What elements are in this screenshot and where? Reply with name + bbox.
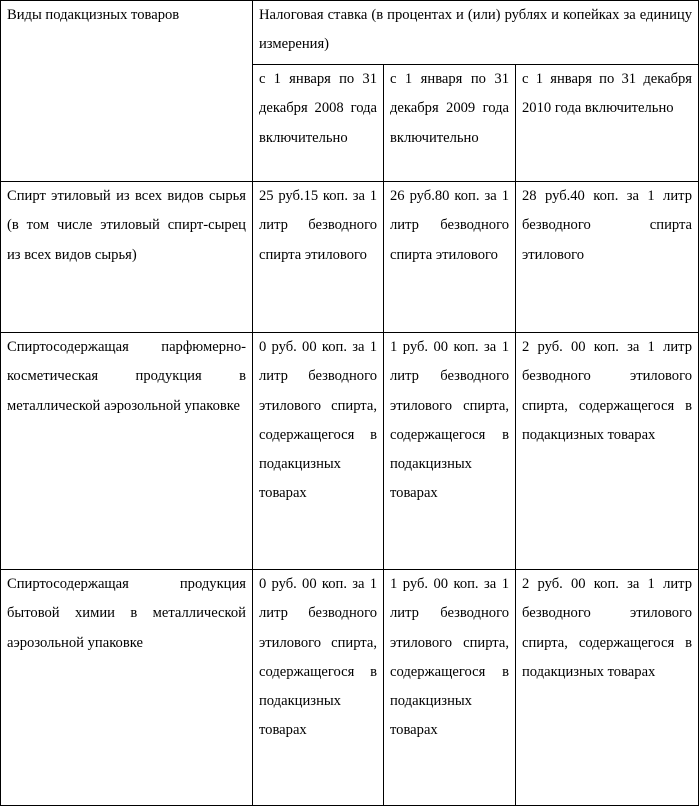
period-label: с 1 января по 31 декабря 2009 года включительно <box>390 71 509 146</box>
rate-value: 0 руб. 00 коп. за 1 литр безводного этилового спирта, содержащегося в подакцизных товарах <box>259 576 377 739</box>
header-row <box>1 1 699 65</box>
rate-header-cell <box>253 1 699 65</box>
rate-header-label: Налоговая ставка (в процентах и (или) рублях и копейках за единицу измерения) <box>259 7 693 53</box>
rate-cell <box>516 333 699 570</box>
product-label: Спиртосодержащая парфюмерно-косметическая продукция в металлической аэрозольной упаковке <box>7 339 246 414</box>
rate-value: 2 руб. 00 коп. за 1 литр безводного этилового спирта, содержащегося в подакцизных товарах <box>522 576 693 680</box>
rate-cell <box>253 182 384 333</box>
rate-cell <box>516 570 699 806</box>
rate-cell <box>253 333 384 570</box>
kinds-header-label: Виды подакцизных товаров <box>7 7 180 23</box>
period-header-2009 <box>384 65 516 182</box>
rate-value: 26 руб.80 коп. за 1 литр безводного спирта этилового <box>390 188 509 263</box>
rate-value: 1 руб. 00 коп. за 1 литр безводного этилового спирта, содержащегося в подакцизных товарах <box>390 576 509 739</box>
rate-value: 0 руб. 00 коп. за 1 литр безводного этилового спирта, содержащегося в подакцизных товарах <box>259 339 377 502</box>
rate-cell <box>384 333 516 570</box>
product-cell <box>1 333 253 570</box>
product-label: Спирт этиловый из всех видов сырья (в том числе этиловый спирт-сырец из всех видов сырья) <box>7 188 246 263</box>
period-label: с 1 января по 31 декабря 2010 года включительно <box>522 71 693 117</box>
rate-value: 1 руб. 00 коп. за 1 литр безводного этилового спирта, содержащегося в подакцизных товарах <box>390 339 509 502</box>
product-cell <box>1 570 253 806</box>
rate-cell <box>253 570 384 806</box>
table-row <box>1 333 699 570</box>
period-header-2010 <box>516 65 699 182</box>
rate-cell <box>516 182 699 333</box>
period-label: с 1 января по 31 декабря 2008 года включительно <box>259 71 377 146</box>
rate-value: 25 руб.15 коп. за 1 литр безводного спирта этилового <box>259 188 377 263</box>
table-row <box>1 182 699 333</box>
table-row <box>1 570 699 806</box>
period-header-2008 <box>253 65 384 182</box>
rate-value: 2 руб. 00 коп. за 1 литр безводного этилового спирта, содержащегося в подакцизных товарах <box>522 339 693 443</box>
rate-cell <box>384 182 516 333</box>
product-cell <box>1 182 253 333</box>
kinds-header-cell <box>1 1 253 182</box>
rate-cell <box>384 570 516 806</box>
rate-value: 28 руб.40 коп. за 1 литр безводного спирта этилового <box>522 188 693 263</box>
product-label: Спиртосодержащая продукция бытовой химии в металлической аэрозольной упаковке <box>7 576 246 651</box>
